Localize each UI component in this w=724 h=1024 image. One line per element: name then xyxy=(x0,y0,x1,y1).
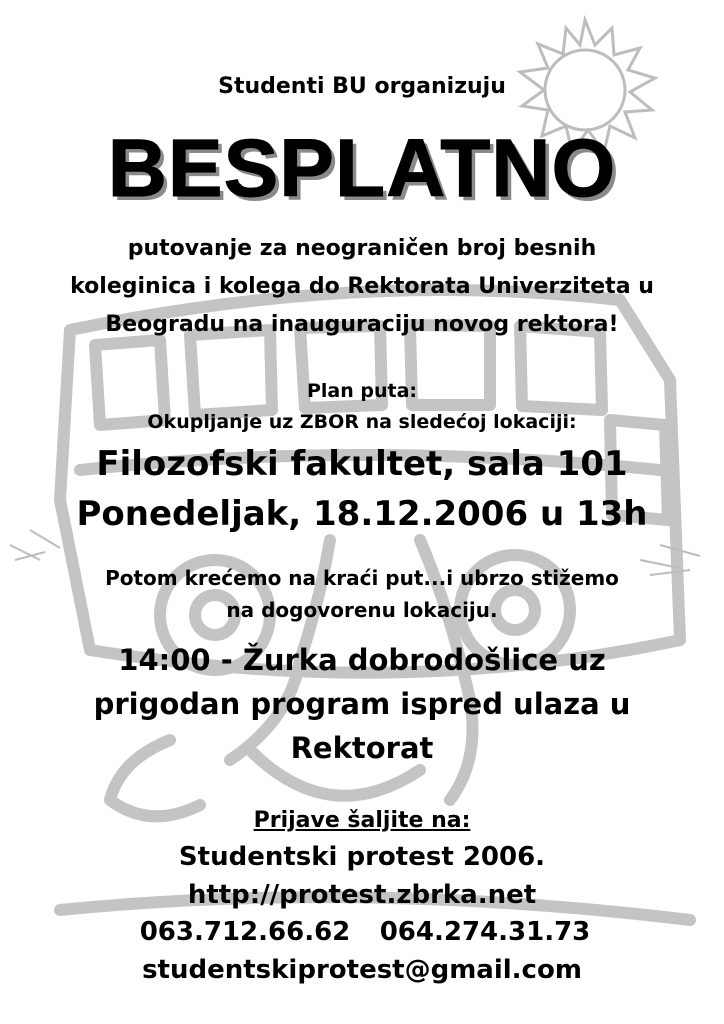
location-text: Filozofski fakultet, sala 101 xyxy=(96,444,628,484)
organization-name: Studentski protest 2006. xyxy=(178,842,546,872)
datetime-text: Ponedeljak, 18.12.2006 u 13h xyxy=(76,494,648,534)
plan-title: Plan puta: xyxy=(306,380,418,402)
headline-besplatno: BESPLATNO xyxy=(107,123,617,214)
intro-text: Studenti BU organizuju xyxy=(218,74,506,99)
phone-number-2: 064.274.31.73 xyxy=(379,917,591,947)
party-line: prigodan program ispred ulaza u xyxy=(93,687,631,721)
journey-line: na dogovorenu lokaciju. xyxy=(226,598,498,622)
gathering-text: Okupljanje uz ZBOR na sledećoj lokaciji: xyxy=(147,411,577,433)
party-line: 14:00 - Žurka dobrodošlice uz xyxy=(118,643,606,677)
website-link[interactable]: http://protest.zbrka.net xyxy=(187,880,537,910)
email-address[interactable]: studentskiprotest@gmail.com xyxy=(142,955,582,985)
contact-title: Prijave šaljite na: xyxy=(253,808,471,833)
phone-number-1: 063.712.66.62 xyxy=(139,917,351,947)
party-line: Rektorat xyxy=(290,731,434,765)
description-line: putovanje za neograničen broj besnih xyxy=(127,236,597,261)
description-line: koleginica i kolega do Rektorata Univerziteta u xyxy=(70,274,654,299)
journey-line: Potom krećemo na kraći put...i ubrzo stižemo xyxy=(105,566,619,590)
description-line: Beogradu na inauguraciju novog rektora! xyxy=(105,312,619,337)
